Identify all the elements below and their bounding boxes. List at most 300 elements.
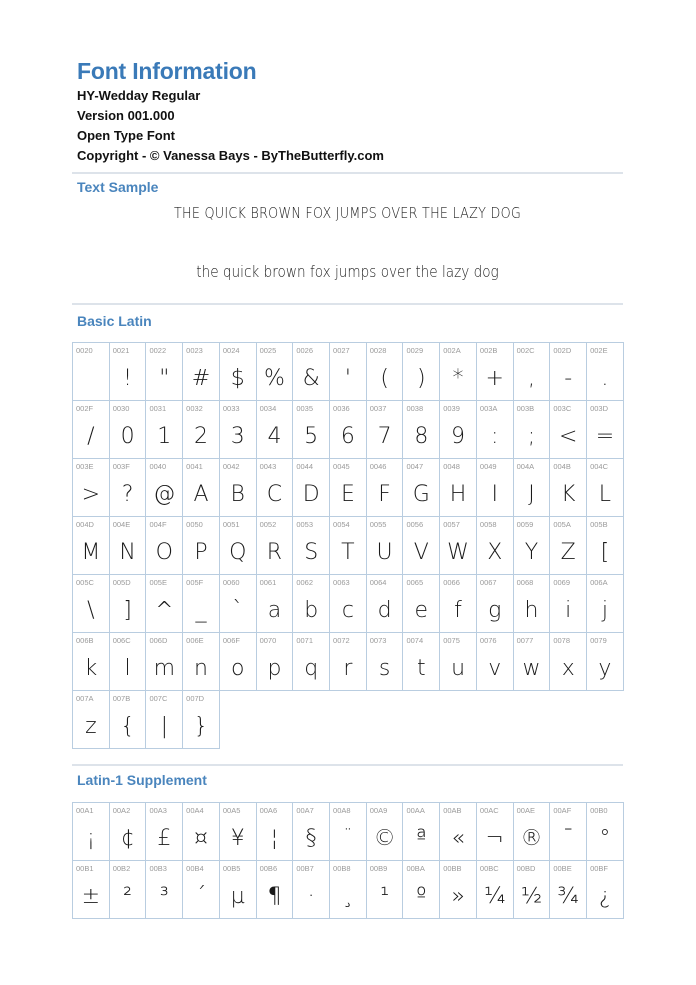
glyph-cell bbox=[514, 861, 551, 919]
glyph-codepoint: 00A2 bbox=[112, 806, 131, 815]
glyph-cell bbox=[183, 401, 220, 459]
glyph-sample: Z bbox=[560, 540, 576, 565]
glyph-codepoint: 004F bbox=[149, 520, 167, 529]
glyph-cell bbox=[73, 459, 110, 517]
glyph-sample: U bbox=[376, 540, 393, 565]
glyph-sample: ) bbox=[417, 366, 426, 391]
glyph-sample: # bbox=[191, 366, 211, 391]
glyph-sample: 9 bbox=[451, 424, 466, 449]
glyph-codepoint: 005B bbox=[590, 520, 608, 529]
glyph-codepoint: 0049 bbox=[479, 462, 497, 471]
glyph-cell bbox=[183, 343, 220, 401]
glyph-sample: L bbox=[598, 482, 612, 507]
glyph-sample: P bbox=[194, 540, 208, 565]
glyph-codepoint: 0079 bbox=[590, 636, 607, 645]
glyph-cell bbox=[110, 803, 147, 861]
glyph-cell bbox=[257, 861, 294, 919]
glyph-sample: « bbox=[451, 826, 465, 851]
glyph-codepoint: 006D bbox=[149, 636, 168, 645]
glyph-cell bbox=[330, 803, 367, 861]
glyph-cell bbox=[146, 575, 183, 633]
divider bbox=[72, 172, 623, 174]
glyph-sample: e bbox=[414, 598, 429, 623]
glyph-cell bbox=[477, 861, 514, 919]
glyph-sample: I bbox=[491, 482, 499, 507]
glyph-cell bbox=[367, 633, 404, 691]
glyph-codepoint: 0048 bbox=[443, 462, 460, 471]
glyph-codepoint: 00A6 bbox=[259, 806, 278, 815]
glyph-sample: b bbox=[304, 598, 319, 623]
glyph-codepoint: 0042 bbox=[222, 462, 240, 471]
glyph-sample: ¢ bbox=[120, 826, 135, 851]
glyph-codepoint: 002F bbox=[76, 404, 94, 413]
glyph-cell bbox=[73, 401, 110, 459]
glyph-cell bbox=[587, 803, 624, 861]
glyph-codepoint: 007A bbox=[76, 694, 94, 703]
glyph-sample: ? bbox=[121, 482, 134, 507]
glyph-sample: g bbox=[488, 598, 502, 623]
glyph-codepoint: 0026 bbox=[296, 346, 313, 355]
glyph-cell bbox=[257, 803, 294, 861]
glyph-cell bbox=[550, 575, 587, 633]
glyph-sample: O bbox=[155, 540, 173, 565]
glyph-cell bbox=[477, 803, 514, 861]
glyph-sample: A bbox=[193, 482, 209, 507]
glyph-sample: 4 bbox=[267, 424, 282, 449]
section-title-basic-latin: Basic Latin bbox=[77, 313, 152, 329]
glyph-sample: ´ bbox=[195, 884, 207, 909]
glyph-cell bbox=[440, 459, 477, 517]
glyph-sample: f bbox=[454, 598, 462, 623]
glyph-codepoint: 003C bbox=[553, 404, 572, 413]
glyph-sample: { bbox=[120, 714, 135, 739]
glyph-cell bbox=[367, 459, 404, 517]
glyph-codepoint: 00A8 bbox=[333, 806, 351, 815]
glyph-cell bbox=[73, 517, 110, 575]
glyph-codepoint: 00BF bbox=[590, 864, 608, 873]
glyph-codepoint: 0054 bbox=[333, 520, 350, 529]
glyph-codepoint: 0032 bbox=[186, 404, 203, 413]
glyph-cell bbox=[110, 633, 147, 691]
glyph-sample: & bbox=[302, 366, 320, 391]
glyph-sample: K bbox=[560, 482, 576, 507]
glyph-codepoint: 0040 bbox=[149, 462, 167, 471]
glyph-sample: 7 bbox=[377, 424, 392, 449]
glyph-sample: G bbox=[412, 482, 430, 507]
glyph-codepoint: 0068 bbox=[516, 578, 534, 587]
glyph-sample: % bbox=[264, 366, 285, 391]
glyph-sample: a bbox=[267, 598, 282, 623]
glyph-sample: ¼ bbox=[484, 884, 506, 909]
glyph-codepoint: 0024 bbox=[222, 346, 240, 355]
glyph-cell bbox=[146, 343, 183, 401]
glyph-cell bbox=[183, 575, 220, 633]
font-metadata bbox=[77, 86, 384, 166]
glyph-sample: ¹ bbox=[380, 884, 390, 909]
glyph-sample: ¾ bbox=[557, 884, 579, 909]
glyph-sample: > bbox=[81, 482, 101, 507]
glyph-codepoint: 0069 bbox=[553, 578, 571, 587]
glyph-sample: ¨ bbox=[342, 826, 354, 851]
glyph-codepoint: 00AC bbox=[479, 806, 499, 815]
glyph-cell bbox=[477, 343, 514, 401]
glyph-cell bbox=[110, 459, 147, 517]
glyph-codepoint: 0020 bbox=[76, 346, 93, 355]
glyph-cell bbox=[403, 401, 440, 459]
glyph-codepoint: 0059 bbox=[516, 520, 534, 529]
glyph-sample: \ bbox=[87, 598, 95, 623]
glyph-codepoint: 00B5 bbox=[222, 864, 241, 873]
glyph-sample: 6 bbox=[340, 424, 355, 449]
glyph-codepoint: 0022 bbox=[149, 346, 167, 355]
glyph-sample: V bbox=[413, 540, 429, 565]
glyph-sample: n bbox=[194, 656, 208, 681]
glyph-cell bbox=[330, 633, 367, 691]
glyph-sample: H bbox=[449, 482, 467, 507]
glyph-codepoint: 004D bbox=[76, 520, 94, 529]
glyph-codepoint: 00B6 bbox=[259, 864, 278, 873]
glyph-sample: c bbox=[341, 598, 354, 623]
glyph-sample: ¥ bbox=[230, 826, 245, 851]
glyph-codepoint: 0066 bbox=[443, 578, 460, 587]
glyph-sample: T bbox=[341, 540, 355, 565]
glyph-codepoint: 0057 bbox=[443, 520, 460, 529]
glyph-codepoint: 0047 bbox=[406, 462, 424, 471]
glyph-cell bbox=[257, 517, 294, 575]
glyph-codepoint: 00BE bbox=[553, 864, 572, 873]
glyph-codepoint: 002A bbox=[443, 346, 461, 355]
glyph-codepoint: 0021 bbox=[112, 346, 130, 355]
glyph-cell bbox=[257, 575, 294, 633]
glyph-cell bbox=[440, 803, 477, 861]
glyph-sample: < bbox=[558, 424, 578, 449]
glyph-codepoint: 0078 bbox=[553, 636, 571, 645]
glyph-sample: @ bbox=[153, 482, 176, 507]
glyph-cell bbox=[550, 401, 587, 459]
glyph-codepoint: 0070 bbox=[259, 636, 277, 645]
glyph-codepoint: 0071 bbox=[296, 636, 313, 645]
glyph-codepoint: 0065 bbox=[406, 578, 424, 587]
glyph-codepoint: 0058 bbox=[479, 520, 497, 529]
glyph-codepoint: 0053 bbox=[296, 520, 313, 529]
glyph-cell bbox=[403, 803, 440, 861]
glyph-cell bbox=[587, 517, 624, 575]
glyph-sample: ® bbox=[520, 826, 543, 851]
glyph-codepoint: 00B3 bbox=[149, 864, 167, 873]
glyph-sample: j bbox=[601, 598, 608, 623]
glyph-cell bbox=[146, 459, 183, 517]
glyph-cell bbox=[403, 517, 440, 575]
glyph-codepoint: 0075 bbox=[443, 636, 460, 645]
glyph-codepoint: 00A9 bbox=[369, 806, 388, 815]
glyph-codepoint: 0051 bbox=[222, 520, 240, 529]
glyph-sample: * bbox=[452, 366, 464, 391]
glyph-cell bbox=[293, 459, 330, 517]
glyph-sample: 8 bbox=[414, 424, 429, 449]
glyph-sample: q bbox=[304, 656, 319, 681]
glyph-cell bbox=[110, 517, 147, 575]
glyph-cell bbox=[293, 633, 330, 691]
glyph-cell bbox=[477, 575, 514, 633]
glyph-codepoint: 007C bbox=[149, 694, 168, 703]
glyph-cell bbox=[440, 401, 477, 459]
glyph-codepoint: 0055 bbox=[369, 520, 387, 529]
glyph-sample: , bbox=[527, 366, 535, 391]
glyph-sample: + bbox=[485, 366, 504, 391]
glyph-sample: p bbox=[267, 656, 282, 681]
glyph-sample: " bbox=[159, 366, 170, 391]
glyph-sample: d bbox=[377, 598, 392, 623]
glyph-sample: ] bbox=[123, 598, 132, 623]
glyph-cell bbox=[73, 861, 110, 919]
glyph-codepoint: 005A bbox=[553, 520, 571, 529]
glyph-cell bbox=[550, 343, 587, 401]
glyph-cell bbox=[293, 517, 330, 575]
glyph-cell bbox=[220, 517, 257, 575]
glyph-cell bbox=[587, 401, 624, 459]
glyph-sample: ¸ bbox=[342, 884, 354, 909]
glyph-cell bbox=[146, 517, 183, 575]
glyph-codepoint: 0052 bbox=[259, 520, 277, 529]
glyph-cell bbox=[73, 575, 110, 633]
glyph-grid-latin1-supplement bbox=[72, 802, 624, 919]
glyph-sample: § bbox=[305, 826, 317, 851]
glyph-codepoint: 00BC bbox=[479, 864, 499, 873]
glyph-codepoint: 0067 bbox=[479, 578, 497, 587]
glyph-sample: ¿ bbox=[599, 884, 611, 909]
section-title-latin1-supplement: Latin-1 Supplement bbox=[77, 772, 207, 788]
sample-uppercase: THE QUICK BROWN FOX JUMPS OVER THE LAZY DOG bbox=[173, 204, 522, 222]
glyph-codepoint: 00AA bbox=[406, 806, 425, 815]
glyph-codepoint: 005D bbox=[112, 578, 131, 587]
glyph-cell bbox=[293, 861, 330, 919]
glyph-codepoint: 0027 bbox=[333, 346, 350, 355]
glyph-cell bbox=[550, 633, 587, 691]
sample-lowercase: the quick brown fox jumps over the lazy dog bbox=[196, 262, 499, 281]
glyph-cell bbox=[367, 343, 404, 401]
glyph-codepoint: 0036 bbox=[333, 404, 350, 413]
glyph-sample: y bbox=[598, 656, 612, 681]
glyph-codepoint: 0025 bbox=[259, 346, 277, 355]
glyph-codepoint: 002E bbox=[590, 346, 608, 355]
glyph-sample: u bbox=[451, 656, 466, 681]
glyph-codepoint: 004A bbox=[516, 462, 535, 471]
glyph-codepoint: 003F bbox=[112, 462, 130, 471]
glyph-cell bbox=[183, 861, 220, 919]
glyph-codepoint: 00B2 bbox=[112, 864, 131, 873]
glyph-codepoint: 0033 bbox=[222, 404, 240, 413]
glyph-codepoint: 00B8 bbox=[333, 864, 351, 873]
font-copyright: Copyright - © Vanessa Bays - ByTheButterfly.com bbox=[77, 148, 384, 163]
glyph-cell bbox=[183, 459, 220, 517]
glyph-codepoint: 0076 bbox=[479, 636, 497, 645]
glyph-codepoint: 00BD bbox=[516, 864, 536, 873]
glyph-sample: ¦ bbox=[270, 826, 279, 851]
glyph-sample: C bbox=[266, 482, 283, 507]
glyph-sample: ` bbox=[232, 598, 244, 623]
glyph-sample: $ bbox=[230, 366, 245, 391]
glyph-cell bbox=[587, 861, 624, 919]
glyph-cell bbox=[367, 803, 404, 861]
glyph-cell bbox=[367, 575, 404, 633]
glyph-sample: ½ bbox=[520, 884, 543, 909]
glyph-sample: ª bbox=[416, 826, 427, 851]
glyph-codepoint: 00AF bbox=[553, 806, 572, 815]
glyph-cell bbox=[110, 861, 147, 919]
glyph-codepoint: 0063 bbox=[333, 578, 350, 587]
glyph-sample: . bbox=[601, 366, 609, 391]
glyph-codepoint: 00B1 bbox=[76, 864, 94, 873]
glyph-cell bbox=[183, 517, 220, 575]
glyph-codepoint: 0028 bbox=[369, 346, 387, 355]
glyph-codepoint: 00B7 bbox=[296, 864, 314, 873]
glyph-codepoint: 005C bbox=[76, 578, 94, 587]
glyph-sample: º bbox=[416, 884, 427, 909]
glyph-codepoint: 005E bbox=[149, 578, 167, 587]
glyph-codepoint: 004C bbox=[590, 462, 608, 471]
glyph-sample: - bbox=[564, 366, 573, 391]
glyph-codepoint: 003B bbox=[516, 404, 535, 413]
glyph-sample: » bbox=[451, 884, 465, 909]
glyph-codepoint: 002C bbox=[516, 346, 535, 355]
glyph-cell bbox=[73, 803, 110, 861]
glyph-cell bbox=[514, 517, 551, 575]
page-title: Font Information bbox=[77, 58, 257, 84]
glyph-cell bbox=[220, 633, 257, 691]
glyph-cell bbox=[257, 459, 294, 517]
glyph-sample: W bbox=[447, 540, 469, 565]
glyph-cell bbox=[183, 633, 220, 691]
glyph-cell bbox=[550, 861, 587, 919]
glyph-cell bbox=[477, 401, 514, 459]
glyph-sample: ' bbox=[344, 366, 351, 391]
glyph-sample: B bbox=[230, 482, 245, 507]
glyph-codepoint: 00A3 bbox=[149, 806, 167, 815]
glyph-sample: 1 bbox=[157, 424, 172, 449]
glyph-codepoint: 0037 bbox=[369, 404, 387, 413]
glyph-sample: z bbox=[85, 714, 97, 739]
glyph-codepoint: 007D bbox=[186, 694, 205, 703]
glyph-cell bbox=[440, 343, 477, 401]
glyph-sample: 0 bbox=[120, 424, 135, 449]
glyph-cell bbox=[220, 459, 257, 517]
glyph-codepoint: 0034 bbox=[259, 404, 277, 413]
glyph-sample: x bbox=[561, 656, 575, 681]
glyph-codepoint: 00BA bbox=[406, 864, 425, 873]
glyph-cell bbox=[440, 575, 477, 633]
glyph-cell bbox=[367, 517, 404, 575]
glyph-cell bbox=[440, 517, 477, 575]
glyph-codepoint: 0039 bbox=[443, 404, 460, 413]
glyph-cell bbox=[514, 401, 551, 459]
glyph-codepoint: 0030 bbox=[112, 404, 130, 413]
glyph-codepoint: 00B9 bbox=[369, 864, 388, 873]
font-type: Open Type Font bbox=[77, 128, 175, 143]
glyph-sample: ( bbox=[380, 366, 389, 391]
glyph-codepoint: 0035 bbox=[296, 404, 313, 413]
glyph-grid-basic-latin bbox=[72, 342, 624, 749]
glyph-cell bbox=[73, 343, 110, 401]
glyph-codepoint: 004E bbox=[112, 520, 131, 529]
glyph-codepoint: 003D bbox=[590, 404, 608, 413]
glyph-codepoint: 0044 bbox=[296, 462, 313, 471]
glyph-cell bbox=[146, 861, 183, 919]
glyph-sample: t bbox=[417, 656, 426, 681]
glyph-sample: ± bbox=[81, 884, 101, 909]
glyph-cell bbox=[550, 459, 587, 517]
glyph-cell bbox=[293, 803, 330, 861]
glyph-sample: = bbox=[595, 424, 615, 449]
glyph-sample: M bbox=[81, 540, 101, 565]
glyph-codepoint: 0045 bbox=[333, 462, 350, 471]
glyph-cell bbox=[220, 343, 257, 401]
section-title-text-sample: Text Sample bbox=[77, 179, 159, 195]
glyph-cell bbox=[110, 343, 147, 401]
glyph-cell bbox=[183, 803, 220, 861]
glyph-cell bbox=[330, 459, 367, 517]
glyph-codepoint: 006F bbox=[222, 636, 240, 645]
glyph-sample: ² bbox=[123, 884, 132, 909]
glyph-codepoint: 0041 bbox=[186, 462, 203, 471]
glyph-sample: ¬ bbox=[485, 826, 504, 851]
glyph-codepoint: 006E bbox=[186, 636, 204, 645]
glyph-sample: ^ bbox=[155, 598, 174, 623]
glyph-codepoint: 00B0 bbox=[590, 806, 608, 815]
glyph-cell bbox=[330, 575, 367, 633]
glyph-sample: r bbox=[343, 656, 353, 681]
glyph-sample: : bbox=[491, 424, 499, 449]
glyph-codepoint: 006C bbox=[112, 636, 131, 645]
glyph-cell bbox=[146, 803, 183, 861]
glyph-cell bbox=[587, 343, 624, 401]
glyph-cell bbox=[330, 401, 367, 459]
glyph-cell bbox=[110, 575, 147, 633]
glyph-codepoint: 002D bbox=[553, 346, 572, 355]
glyph-sample: i bbox=[565, 598, 572, 623]
glyph-cell bbox=[220, 575, 257, 633]
glyph-sample: | bbox=[160, 714, 168, 739]
glyph-sample: m bbox=[153, 656, 176, 681]
glyph-sample: ¶ bbox=[267, 884, 282, 909]
glyph-codepoint: 0064 bbox=[369, 578, 387, 587]
glyph-cell bbox=[220, 401, 257, 459]
font-version: Version 001.000 bbox=[77, 108, 175, 123]
glyph-cell bbox=[330, 517, 367, 575]
glyph-sample: [ bbox=[600, 540, 610, 565]
glyph-sample: R bbox=[266, 540, 283, 565]
glyph-sample: F bbox=[378, 482, 391, 507]
glyph-codepoint: 006A bbox=[590, 578, 608, 587]
glyph-cell bbox=[477, 459, 514, 517]
glyph-codepoint: 0061 bbox=[259, 578, 277, 587]
divider bbox=[72, 764, 623, 766]
glyph-cell bbox=[73, 691, 110, 749]
glyph-sample: Q bbox=[229, 540, 247, 565]
glyph-codepoint: 0029 bbox=[406, 346, 424, 355]
glyph-cell bbox=[293, 575, 330, 633]
glyph-sample: h bbox=[524, 598, 539, 623]
glyph-cell bbox=[403, 861, 440, 919]
glyph-cell bbox=[514, 803, 551, 861]
glyph-sample: s bbox=[378, 656, 391, 681]
glyph-cell bbox=[146, 691, 183, 749]
glyph-sample: } bbox=[194, 714, 209, 739]
glyph-cell bbox=[587, 575, 624, 633]
glyph-codepoint: 0060 bbox=[222, 578, 240, 587]
glyph-sample: v bbox=[488, 656, 502, 681]
glyph-sample: / bbox=[87, 424, 95, 449]
glyph-sample: µ bbox=[230, 884, 245, 909]
